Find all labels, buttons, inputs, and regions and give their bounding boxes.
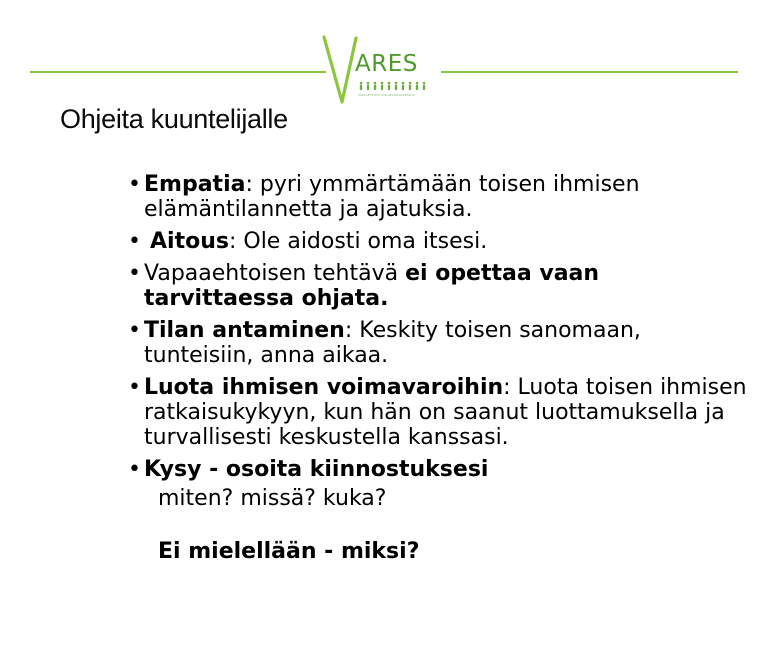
list-item-kysy xyxy=(128,457,748,482)
item-keyword: ei opettaa vaan tarvittaessa ohjata. xyxy=(144,261,600,311)
bullet: • xyxy=(128,457,141,482)
item-text xyxy=(144,375,748,450)
bullet: • xyxy=(128,375,141,400)
list-item-empatia xyxy=(128,172,748,222)
people-figures-icon xyxy=(358,81,430,91)
bullet: • xyxy=(128,261,141,286)
example-questions: miten? missä? kuka? xyxy=(158,486,387,511)
item-description: Vapaaehtoisen tehtävä xyxy=(144,261,406,286)
item-keyword: Aitous xyxy=(150,229,229,254)
header-rule-right xyxy=(441,71,738,73)
list-item-aitous xyxy=(128,229,748,254)
item-description: : Ole aidosti oma itsesi. xyxy=(228,229,488,254)
item-text xyxy=(144,318,748,368)
list-item-tilan-antaminen xyxy=(128,318,748,368)
logo-tagline: VAPAAEHTOISTYÖN RESURSSIKESKUS xyxy=(358,93,415,97)
header-rule-left xyxy=(30,71,326,73)
item-text xyxy=(144,172,748,222)
guidelines-list xyxy=(128,172,748,564)
item-keyword: Empatia xyxy=(144,172,246,197)
logo-text: ARES xyxy=(355,51,418,77)
list-item-vapaaehtoisen-tehtava xyxy=(128,261,748,311)
closing-note: Ei mielellään - miksi? xyxy=(158,539,420,564)
bullet: • xyxy=(128,172,141,197)
item-keyword: Kysy - osoita kiinnostuksesi xyxy=(144,457,489,482)
bullet: • xyxy=(128,229,141,254)
item-text xyxy=(144,261,748,311)
item-description: : Keskity toisen sanomaan, tunteisiin, anna aikaa. xyxy=(144,318,641,368)
vares-logo xyxy=(322,34,438,106)
item-keyword: Tilan antaminen xyxy=(144,318,345,343)
list-item-luota-voimavaroihin xyxy=(128,375,748,450)
item-description: : pyri ymmärtämään toisen ihmisen elämäntilannetta ja ajatuksia. xyxy=(144,172,640,222)
item-keyword: Luota ihmisen voimavaroihin xyxy=(144,375,504,400)
page-title: Ohjeita kuuntelijalle xyxy=(60,104,288,134)
item-text xyxy=(144,457,748,482)
item-description: : Luota toisen ihmisen ratkaisukykyyn, kun hän on saanut luottamuksella ja turvallisesti keskustella kanssasi. xyxy=(144,375,747,450)
item-text xyxy=(150,229,748,254)
bullet: • xyxy=(128,318,141,343)
